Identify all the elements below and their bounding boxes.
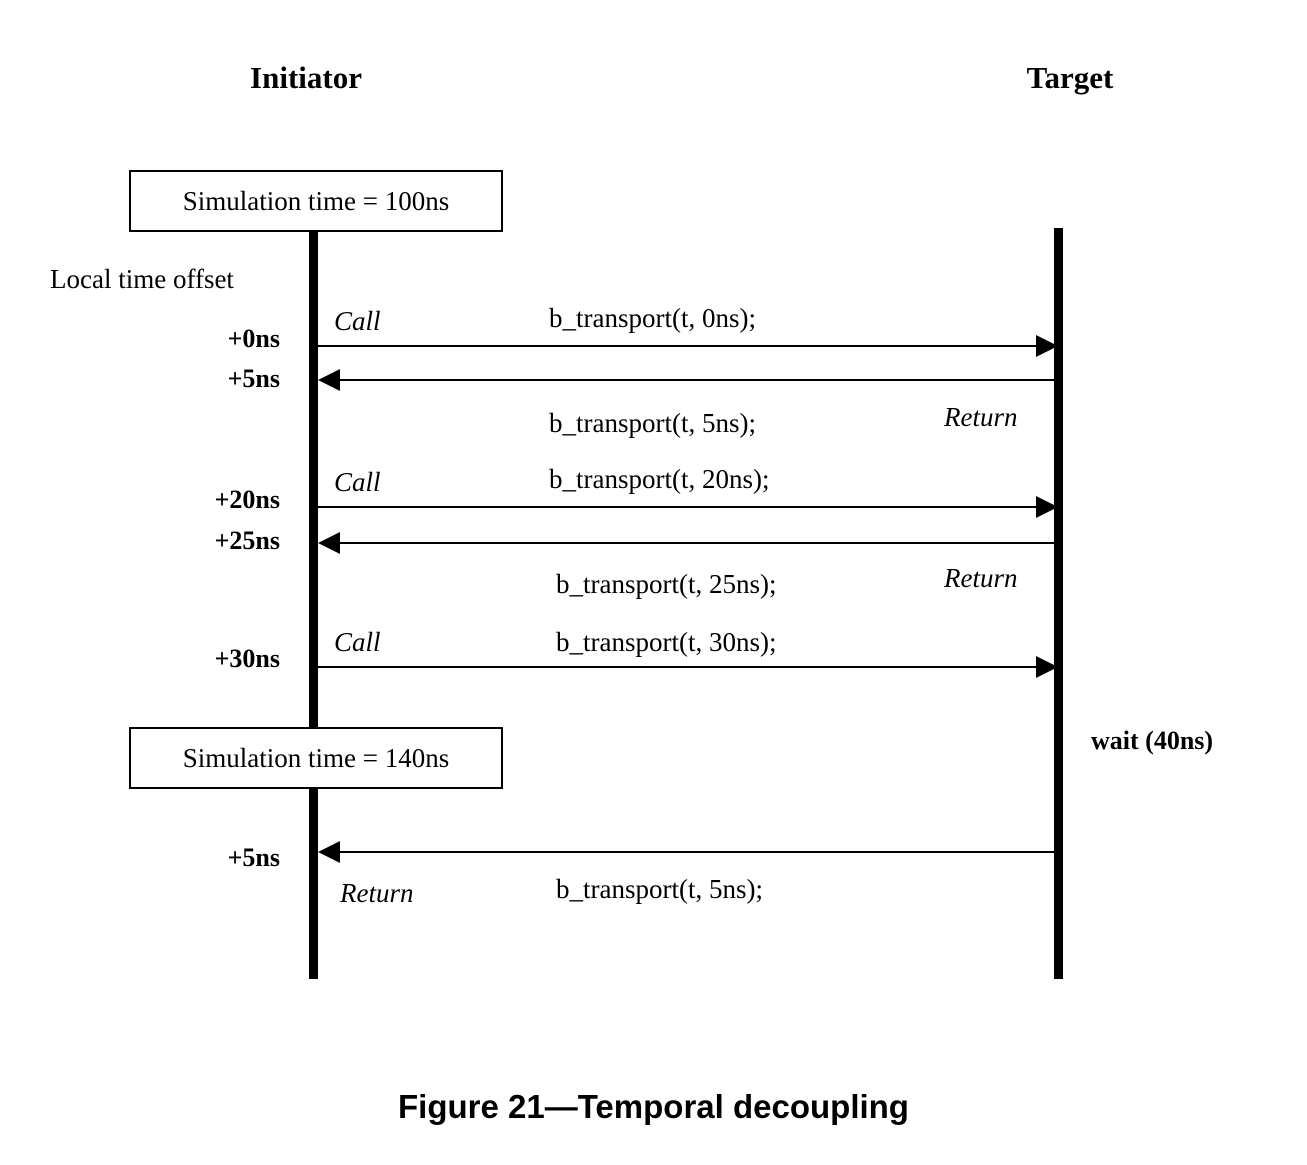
message-label-4: b_transport(t, 25ns); [556,569,777,599]
message-arrow-head-6 [318,841,340,863]
message-arrow-head-4 [318,532,340,554]
message-arrow-head-1 [1036,335,1058,357]
simulation-time-box-2: Simulation time = 140ns [129,727,503,789]
message-arrow-line-1 [318,345,1036,347]
message-kind-return-3: Return [340,878,414,908]
offset-label-0ns: +0ns [227,324,280,353]
message-label-3: b_transport(t, 20ns); [549,464,770,494]
message-label-1: b_transport(t, 0ns); [549,303,756,333]
simulation-time-box-1: Simulation time = 100ns [129,170,503,232]
message-label-2: b_transport(t, 5ns); [549,408,756,438]
offset-label-5ns: +5ns [227,364,280,393]
target-header: Target [1026,60,1114,95]
message-arrow-head-3 [1036,496,1058,518]
target-wait-label: wait (40ns) [1091,726,1214,755]
local-time-offset-label: Local time offset [50,264,234,294]
message-label-6: b_transport(t, 5ns); [556,874,763,904]
message-kind-return-1: Return [944,402,1018,432]
message-arrow-head-5 [1036,656,1058,678]
message-arrow-line-4 [340,542,1058,544]
message-arrow-head-2 [318,369,340,391]
offset-label-25ns: +25ns [214,526,280,555]
message-arrow-line-6 [340,851,1058,853]
initiator-header: Initiator [250,60,362,95]
message-kind-call-2: Call [334,467,381,497]
figure-caption: Figure 21—Temporal decoupling [398,1088,909,1125]
offset-label-5ns-final: +5ns [227,843,280,872]
message-arrow-line-5 [318,666,1036,668]
message-kind-call-1: Call [334,306,381,336]
offset-label-20ns: +20ns [214,485,280,514]
message-label-5: b_transport(t, 30ns); [556,627,777,657]
initiator-lifeline [309,228,318,979]
message-kind-return-2: Return [944,563,1018,593]
message-arrow-line-3 [318,506,1036,508]
message-arrow-line-2 [340,379,1058,381]
message-kind-call-3: Call [334,627,381,657]
offset-label-30ns: +30ns [214,644,280,673]
